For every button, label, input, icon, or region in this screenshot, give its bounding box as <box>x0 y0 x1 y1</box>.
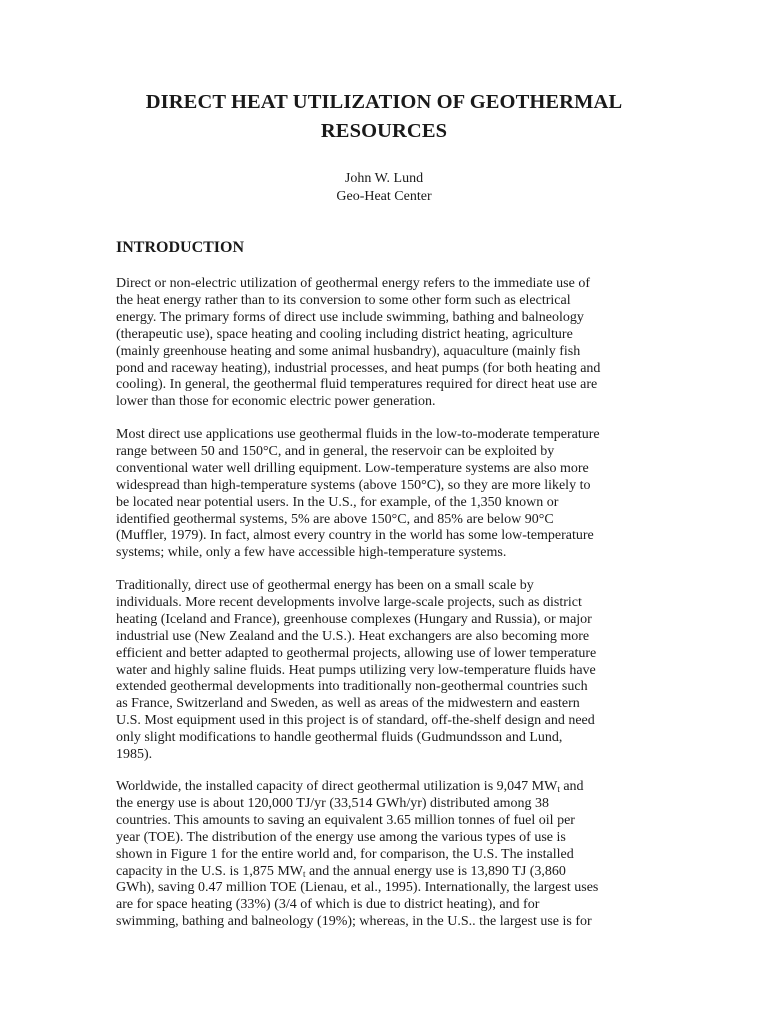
text-line: water and highly saline fluids. Heat pumps utilizing very low-temperature fluids have <box>116 662 596 678</box>
text-line: range between 50 and 150°C, and in general, the reservoir can be exploited by <box>116 443 555 459</box>
text-line: shown in Figure 1 for the entire world and, for comparison, the U.S. The installed <box>116 846 574 862</box>
text-line: Traditionally, direct use of geothermal energy has been on a small scale by <box>116 578 534 593</box>
text-line: U.S. Most equipment used in this project is of standard, off-the-shelf design and need <box>116 713 595 729</box>
text-line: only slight modifications to handle geothermal fluids (Gudmundsson and Lund, <box>116 730 563 746</box>
text-line: lower than those for economic electric power generation. <box>116 394 436 410</box>
text-line: widespread than high-temperature systems (above 150°C), so they are more likely to <box>116 477 591 493</box>
text-line: (mainly greenhouse heating and some animal husbandry), aquaculture (mainly fish <box>116 343 581 359</box>
paragraph-1 <box>116 276 656 411</box>
text-run: Worldwide, the installed capacity of direct geothermal utilization is 9,047 MW <box>116 779 558 794</box>
paragraph-2 <box>116 427 656 562</box>
author-affiliation: Geo-Heat Center <box>336 189 432 204</box>
text-line: industrial use (New Zealand and the U.S.). Heat exchangers are also becoming more <box>116 628 590 644</box>
text-run: and the annual energy use is 13,890 TJ (3,860 <box>305 863 566 879</box>
paragraph-3 <box>116 578 656 764</box>
subscript: t <box>557 784 560 794</box>
text-run: capacity in the U.S. is 1,875 MW <box>116 863 304 879</box>
text-line: (therapeutic use), space heating and cooling including district heating, agriculture <box>116 326 573 342</box>
paper-title-line-1: DIRECT HEAT UTILIZATION OF GEOTHERMAL <box>145 91 623 113</box>
text-line: heating (Iceland and France), greenhouse complexes (Hungary and Russia), or major <box>116 611 592 627</box>
text-line: Most direct use applications use geothermal fluids in the low-to-moderate temperature <box>116 427 600 442</box>
text-line: conventional water well drilling equipment. Low-temperature systems are also more <box>116 460 589 476</box>
text-line: systems; while, only a few have accessible high-temperature systems. <box>116 545 507 561</box>
section-heading-introduction: INTRODUCTION <box>116 239 245 256</box>
text-line: year (TOE). The distribution of the energy use among the various types of use is <box>116 829 566 845</box>
text-line: 1985). <box>116 747 153 763</box>
text-line: efficient and better adapted to geothermal projects, allowing use of lower temperature <box>116 645 597 661</box>
text-line: cooling). In general, the geothermal fluid temperatures required for direct heat use are <box>116 377 598 393</box>
text-line: as France, Switzerland and Sweden, as well as areas of the midwestern and eastern <box>116 696 580 712</box>
text-line: the energy use is about 120,000 TJ/yr (33,514 GWh/yr) distributed among 38 <box>116 795 550 811</box>
text-line: countries. This amounts to saving an equivalent 3.65 million tonnes of fuel oil per <box>116 812 575 828</box>
text-run: and <box>559 779 584 794</box>
text-line: pond and raceway heating), industrial processes, and heat pumps (for both heating and <box>116 360 601 376</box>
text-line <box>116 779 656 796</box>
text-line: be located near potential users. In the U.S., for example, of the 1,350 known or <box>116 494 559 510</box>
text-line: energy. The primary forms of direct use include swimming, bathing and balneology <box>116 309 584 325</box>
text-line: individuals. More recent developments involve large-scale projects, such as district <box>116 594 582 610</box>
subscript: t <box>303 868 306 879</box>
paper-title <box>100 88 668 146</box>
paragraph-4 <box>116 779 656 931</box>
text-line: GWh), saving 0.47 million TOE (Lienau, et al., 1995). Internationally, the largest uses <box>116 880 599 896</box>
text-line: identified geothermal systems, 5% are above 150°C, and 85% are below 90°C <box>116 511 554 527</box>
text-line: the heat energy rather than to its conversion to some other form such as electrical <box>116 292 571 308</box>
paper-title-line-2: RESOURCES <box>320 120 448 142</box>
text-line <box>116 864 656 881</box>
text-line: are for space heating (33%) (3/4 of which is due to district heating), and for <box>116 897 540 913</box>
text-line: swimming, bathing and balneology (19%); whereas, in the U.S.. the largest use is for <box>116 914 592 930</box>
text-line: (Muffler, 1979). In fact, almost every country in the world has some low-temperature <box>116 528 594 544</box>
author-block <box>100 170 668 206</box>
text-line: extended geothermal developments into traditionally non-geothermal countries such <box>116 679 588 695</box>
author-name: John W. Lund <box>344 171 424 186</box>
text-line: Direct or non-electric utilization of geothermal energy refers to the immediate use of <box>116 276 590 291</box>
